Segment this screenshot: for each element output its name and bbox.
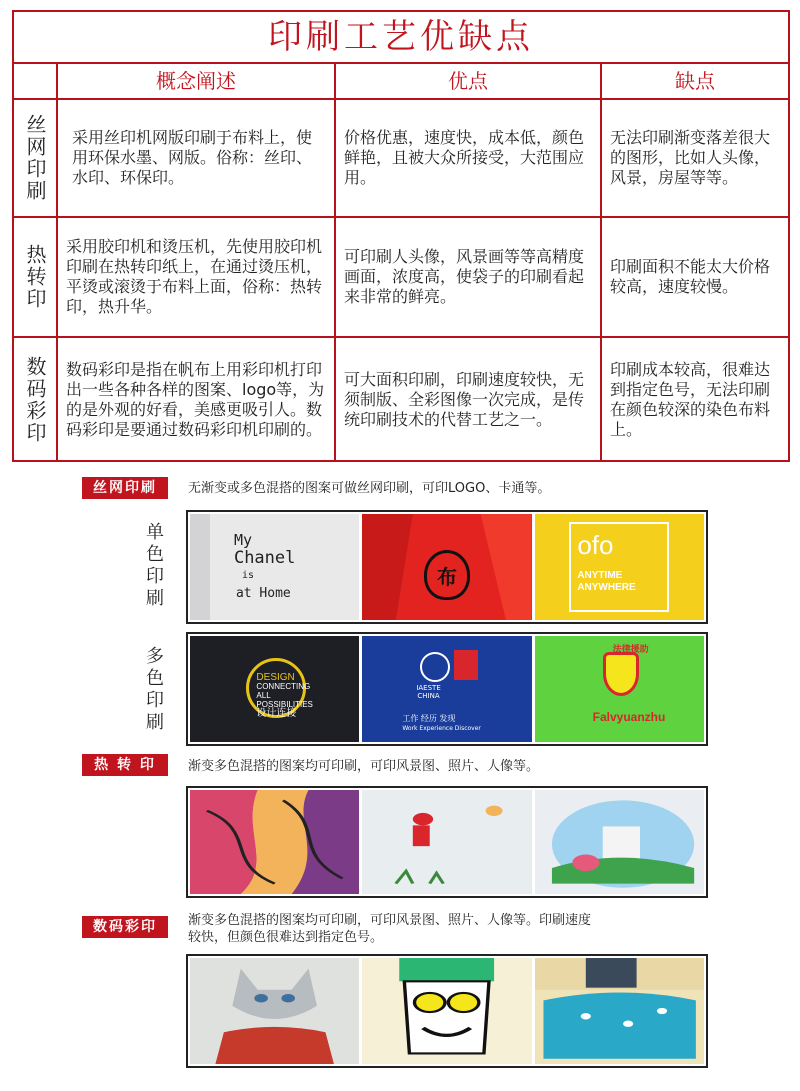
photo-design-bag <box>190 636 359 742</box>
design-line: CONNECTING <box>256 681 311 691</box>
page-title: 印刷工艺优缺点 <box>14 12 788 64</box>
comparison-table <box>12 10 790 462</box>
row-label: 数码彩印 <box>23 356 47 444</box>
heat-transfer-photo-strip <box>186 786 708 898</box>
table-row <box>14 338 788 462</box>
multi-color-label: 多色印刷 <box>143 646 164 734</box>
cartoon-face-graphic <box>362 958 531 1064</box>
section-tag-silk: 丝网印刷 <box>82 477 168 499</box>
table-header-row <box>14 64 788 100</box>
cat-portrait-graphic <box>190 958 359 1064</box>
desc-line: 渐变多色混搭的图案均可印刷，可印风景图、照片、人像等。印刷速度 <box>188 913 592 928</box>
legal-en: Falvyuanzhu <box>592 710 666 724</box>
chanel-print <box>234 531 295 603</box>
legal-cn: 法律援助 <box>612 645 649 655</box>
work-text <box>402 714 481 734</box>
cons-cell: 印刷成本较高，很难达到指定色号，无法印刷在颜色较深的染色布料上。 <box>610 360 771 439</box>
pros-cell: 可大面积印刷，印刷速度较快，无须制版、全彩图像一次完成，是传统印刷技术的代替工艺之一。 <box>336 338 602 462</box>
chanel-line: My <box>233 531 253 549</box>
concept-cell: 采用丝印机网版印刷于布料上，使用环保水墨、网版。俗称：丝印、水印、环保印。 <box>58 100 336 216</box>
red-seal <box>454 650 478 680</box>
pool-scene-graphic <box>535 958 704 1064</box>
photo-chanel-bag <box>190 514 359 620</box>
header-empty-cell <box>14 64 58 98</box>
section-tag-heat: 热 转 印 <box>82 754 168 776</box>
ofo-slogan: ANYTIME <box>577 570 623 581</box>
design-line: DESIGN <box>256 671 295 683</box>
chanel-line: at Home <box>235 586 291 601</box>
row-label-cell <box>14 100 58 216</box>
design-line: 设计连接 <box>256 707 297 719</box>
city-circle-graphic <box>535 790 704 894</box>
row-label: 热转印 <box>23 244 47 310</box>
bag-shadow <box>190 514 210 620</box>
single-color-label: 单色印刷 <box>143 522 164 610</box>
photo-pool-bag <box>535 958 704 1064</box>
china-text <box>416 684 440 700</box>
photo-blue-bag <box>362 636 531 742</box>
shield-icon <box>603 652 639 696</box>
design-line: POSSIBILITIES <box>256 699 313 709</box>
cons-cell: 无法印刷渐变落差很大的图形，比如人头像，风景，房屋等等。 <box>610 128 771 187</box>
chanel-line: is <box>241 570 254 581</box>
money-bag-icon <box>424 550 470 600</box>
ofo-logo: ofo <box>577 530 614 560</box>
photo-city-bag <box>535 790 704 894</box>
work-en: Work Experience Discover <box>402 725 481 732</box>
multi-color-photo-strip <box>186 632 708 746</box>
bag-char: 布 <box>436 564 457 589</box>
emblem-circle <box>420 652 450 682</box>
photo-abstract-bag <box>190 790 359 894</box>
header-concept: 概念阐述 <box>58 64 336 98</box>
chanel-line: Chanel <box>233 548 296 568</box>
photo-cat-bag <box>190 958 359 1064</box>
ofo-logo-box <box>569 522 669 612</box>
flying-figure-graphic <box>362 790 531 894</box>
header-pros: 优点 <box>336 64 602 98</box>
cons-cell: 印刷面积不能太大价格较高，速度较慢。 <box>610 257 771 296</box>
photo-ofo-bag <box>535 514 704 620</box>
ofo-slogan: ANYWHERE <box>577 582 636 593</box>
row-label-cell <box>14 338 58 462</box>
work-cn: 工作 经历 发现 <box>402 714 456 723</box>
design-line: ALL <box>256 690 271 700</box>
china-line: CHINA <box>417 692 440 700</box>
pros-cell: 可印刷人头像，风景画等等高精度画面，浓度高，使袋子的印刷看起来非常的鲜亮。 <box>336 218 602 336</box>
header-cons: 缺点 <box>675 69 715 93</box>
china-line: IAESTE <box>416 684 441 692</box>
design-text <box>256 673 312 718</box>
photo-illustration-bag <box>362 790 531 894</box>
abstract-art-graphic <box>190 790 359 894</box>
photo-green-bag <box>535 636 704 742</box>
section-desc-silk: 无渐变或多色混搭的图案可做丝网印刷，可印LOGO、卡通等。 <box>188 481 551 496</box>
photo-red-drawstring-bag <box>362 514 531 620</box>
concept-cell: 采用胶印机和烫压机，先使用胶印机印刷在热转印纸上，在通过烫压机，平烫或滚烫于布料上面，俗称：热转印，热升华。 <box>58 218 336 336</box>
section-tag-digital: 数码彩印 <box>82 916 168 938</box>
digital-photo-strip <box>186 954 708 1068</box>
table-row <box>14 218 788 338</box>
section-desc-heat: 渐变多色混搭的图案均可印刷，可印风景图、照片、人像等。 <box>188 759 540 774</box>
row-label-cell <box>14 218 58 336</box>
concept-cell: 数码彩印是指在帆布上用彩印机打印出一些各种各样的图案、logo等，为的是外观的好看，美感更吸引人。数码彩印是要通过数码彩印机印刷的。 <box>58 338 336 462</box>
pros-cell: 价格优惠，速度快，成本低，颜色鲜艳，且被大众所接受，大范围应用。 <box>336 100 602 216</box>
table-row <box>14 100 788 218</box>
desc-line: 较快，但颜色很难达到指定色号。 <box>188 930 384 945</box>
section-desc-digital <box>188 912 591 946</box>
photo-cartoon-face-bag <box>362 958 531 1064</box>
row-label: 丝网印刷 <box>23 114 47 202</box>
single-color-photo-strip <box>186 510 708 624</box>
